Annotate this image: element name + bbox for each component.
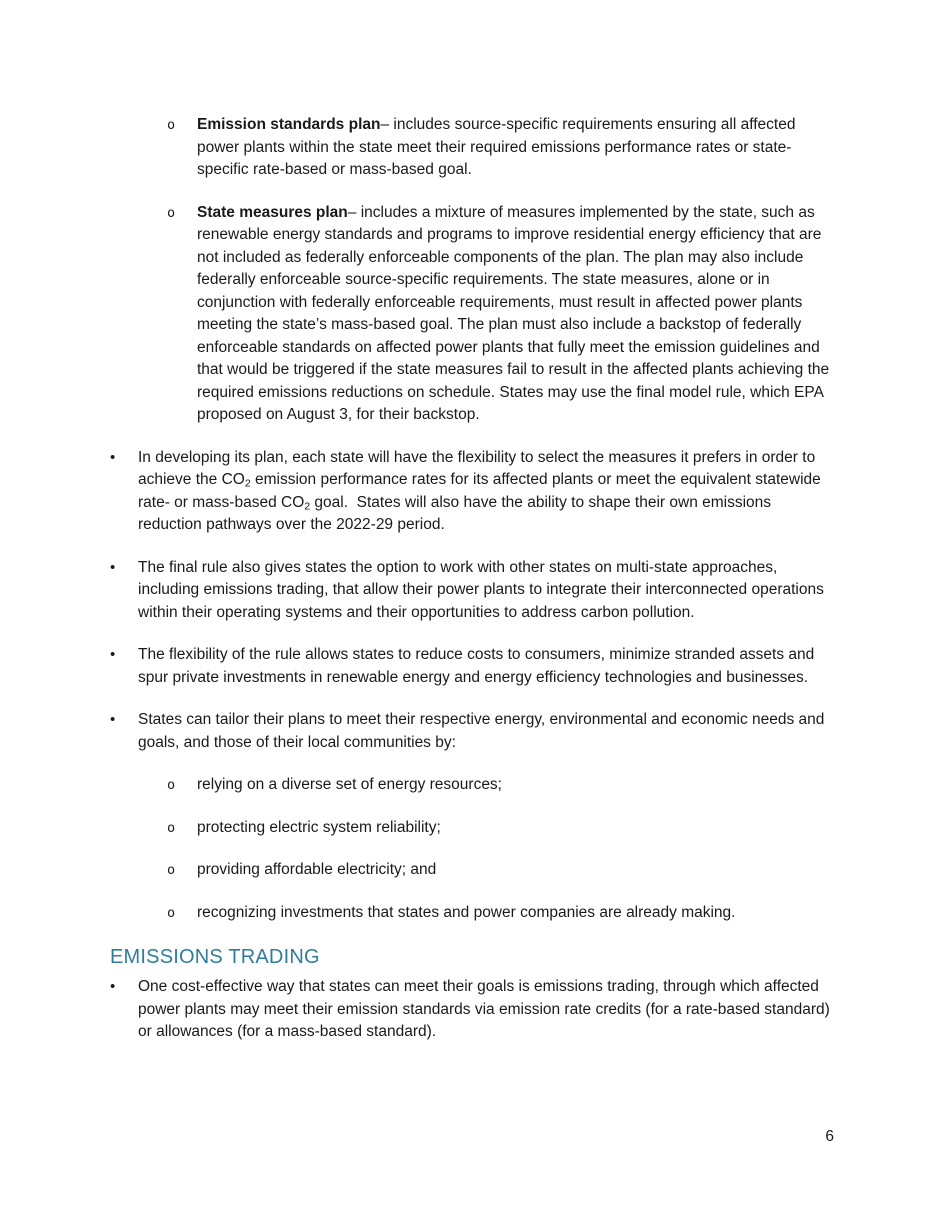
list-item-text: The flexibility of the rule allows states to reduce costs to consumers, minimize stranded assets and spur private investments in renewable energy and energy efficiency technologies and businesses. [138, 646, 815, 686]
document-content [0, 114, 950, 1064]
circle-bullet-icon: o [167, 777, 176, 793]
circle-bullet-icon: o [167, 117, 176, 133]
list-item-affordable-electricity [0, 859, 950, 882]
circle-bullet-icon: o [167, 904, 176, 921]
circle-bullet-icon: o [167, 819, 176, 836]
bullet-icon: • [110, 448, 116, 466]
list-item-text: The final rule also gives states the option to work with other states on multi-state approaches, including emissions trading, that allow their power plants to integrate their interconnected operations within their operating systems and their opportunities to address carbon pollution. [138, 558, 824, 621]
list-item-multi-state-approaches [0, 557, 950, 625]
list-item-text: recognizing investments that states and power companies are already making. [197, 903, 736, 921]
list-item-text: relying on a diverse set of energy resources; [197, 776, 502, 793]
list-item-recognizing-investments [0, 902, 950, 925]
bullet-icon: • [110, 646, 116, 663]
list-item-state-measures-plan [0, 202, 950, 427]
circle-bullet-icon: o [167, 204, 176, 221]
list-item-state-flexibility [0, 447, 950, 537]
list-item-reliability [0, 817, 950, 840]
list-item-text: States can tailor their plans to meet their respective energy, environmental and economic needs and goals, and those of their local communities by: [138, 711, 825, 751]
list-item-tailor-plans [0, 709, 950, 754]
list-item-text: Emission standards plan– includes source-specific requirements ensuring all affected power plants within the state meet their required emissions performance rates or state-specific rate-based or mass-based goal. [197, 116, 796, 178]
list-item-cost-effective-trading [0, 976, 950, 1044]
page-number: 6 [825, 1128, 834, 1145]
circle-bullet-icon: o [167, 862, 176, 878]
list-item-rule-flexibility [0, 644, 950, 689]
list-item-text: State measures plan– includes a mixture of measures implemented by the state, such as renewable energy standards and programs to improve residential energy efficiency that are not included as federally enforceable components of the plan. The plan may also include federally enforceable source-specific requirements. The state measures, alone or in conjunction with federally enforceable requirements, must result in affected power plants meeting the state’s mass-based goal. The plan must also include a backstop of federally enforceable standards on affected power plants that fully meet the emission guidelines and that would be triggered if the state measures fail to result in the affected plants achieving the required emissions reductions on schedule. States may use the final model rule, which EPA proposed on August 3, for their backstop. [197, 203, 830, 423]
list-item-diverse-energy [0, 774, 950, 797]
list-item-text: providing affordable electricity; and [197, 861, 437, 878]
bullet-icon: • [110, 558, 116, 576]
list-item-text: In developing its plan, each state will have the flexibility to select the measures it prefers in order to achieve the $CO_2$ emission performance rates for its affected plants or meet the equivalent statewide rate- or mass-based $CO_2$ goal. States will also have the ability to shape their own emissions reduction pathways over the 2022-29 period. [138, 448, 821, 533]
section-heading-emissions-trading: EMISSIONS TRADING [110, 946, 320, 968]
list-item-text: One cost-effective way that states can meet their goals is emissions trading, through which affected power plants may meet their emission standards via emission rate credits (for a rate-based standard) or allowances (for a mass-based standard). [138, 978, 830, 1040]
list-item-text: protecting electric system reliability; [197, 818, 441, 836]
bullet-icon: • [110, 711, 116, 728]
bullet-icon: • [110, 978, 116, 995]
list-item-emission-standards-plan [0, 114, 950, 182]
